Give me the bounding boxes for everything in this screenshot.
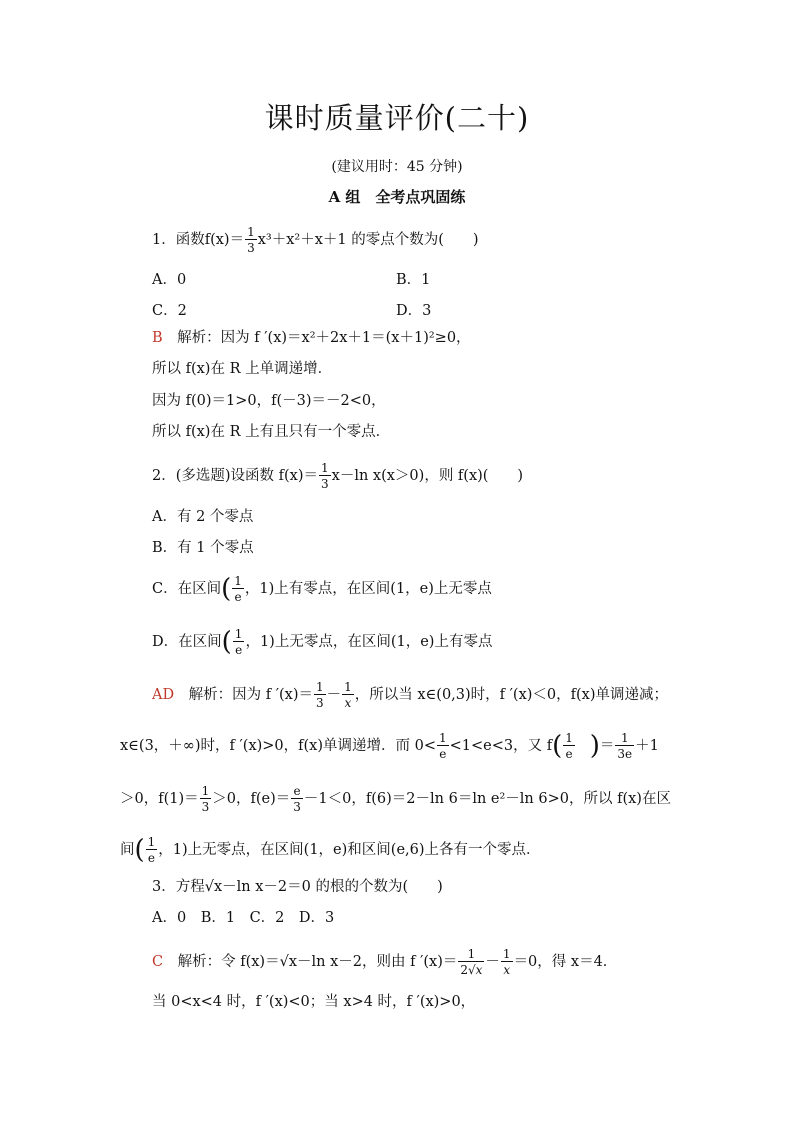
- q2-option-d: D．在区间( $\frac{1}{e}$ ，1)上无零点，在区间(1，e)上有零点: [152, 627, 493, 657]
- fraction: $\frac{1}{e}$: [147, 835, 156, 865]
- q2-option-a: A．有 2 个零点: [152, 509, 254, 525]
- fraction: $\frac{1}{e}$: [234, 627, 243, 657]
- q1-solution-1: B 解析：因为 f ′(x)＝x²＋2x＋1＝(x＋1)²≥0，: [152, 330, 471, 346]
- fraction: $\frac{1}{3}$: [315, 680, 324, 710]
- q2-solution-2: x∈(3，＋∞)时，f ′(x)>0，f(x)单调递增．而 0< $\frac{1}{e}$ <1<e<3，又 f( $\frac{1}{e}$ )＝ $\frac{1}{3e}$ ＋1: [120, 731, 659, 761]
- q2-stem: 2．(多选题)设函数 f(x)＝ $\frac{1}{3}$ x－ln x(x＞0)，则 f(x)( ): [152, 461, 524, 491]
- q1-solution-2: 所以 f(x)在 R 上单调递增．: [152, 361, 333, 377]
- q1-option-d: D．3: [396, 303, 432, 319]
- q1-solution-4: 所以 f(x)在 R 上有且只有一个零点．: [152, 424, 391, 440]
- q2-option-b: B．有 1 个零点: [152, 540, 254, 556]
- page-title: 课时质量评价(二十): [264, 101, 530, 135]
- q1-solution-3: 因为 f(0)＝1>0，f(－3)＝－2<0，: [152, 393, 386, 409]
- q2-answer: AD: [152, 687, 175, 703]
- q2-solution-1: AD 解析：因为 f ′(x)＝ $\frac{1}{3}$ － $\frac{1}{x}$ ，所以当 x∈(0,3)时，f ′(x)＜0，f(x)单调递减；: [152, 680, 669, 710]
- fraction: $\frac{1}{2√x}$: [460, 947, 483, 977]
- q3-options: A．0 B．1 C．2 D．3: [152, 910, 335, 926]
- q2-solution-4: 间( $\frac{1}{e}$ ，1)上无零点，在区间(1，e)和区间(e,6)上各有一个零点．: [120, 835, 541, 865]
- q1-stem: 1．函数f(x)＝ $\frac{1}{3}$ x³＋x²＋x＋1 的零点个数为( ): [152, 225, 479, 255]
- fraction: $\frac{1}{e}$: [565, 731, 573, 761]
- fraction: $\frac{1}{3}$: [321, 461, 329, 491]
- fraction: $\frac{1}{x}$: [502, 947, 511, 977]
- q1-option-c: C．2: [152, 303, 187, 319]
- fraction: $\frac{1}{3}$: [201, 784, 210, 814]
- q1-option-b: B．1: [396, 272, 431, 288]
- fraction: $\frac{1}{x}$: [344, 680, 352, 710]
- fraction: $\frac{e}{3}$: [293, 784, 301, 814]
- q2-solution-3: ＞0，f(1)＝ $\frac{1}{3}$ ＞0，f(e)＝ $\frac{e}{3}$ －1＜0，f(6)＝2－ln 6＝ln e²－ln 6>0，所以 f(x)在区: [120, 784, 671, 814]
- q1-option-a: A．0: [152, 272, 187, 288]
- suggested-time: (建议用时：45 分钟): [331, 159, 463, 175]
- fraction: $\frac{1}{e}$: [439, 731, 447, 761]
- q3-stem: 3．方程√x－ln x－2＝0 的根的个数为( ): [152, 879, 443, 895]
- q3-solution-1: C 解析：令 f(x)＝√x－ln x－2，则由 f ′(x)＝ $\frac{1}{2√x}$ － $\frac{1}{x}$ ＝0，得 x＝4．: [152, 947, 618, 977]
- fraction: $\frac{1}{3e}$: [617, 731, 633, 761]
- group-heading: A 组 全考点巩固练: [328, 188, 466, 206]
- q3-answer: C: [152, 954, 164, 970]
- fraction: $\frac{1}{e}$: [234, 574, 242, 604]
- q1-answer: B: [152, 330, 163, 346]
- q3-solution-2: 当 0<x<4 时，f ′(x)<0；当 x>4 时，f ′(x)>0，: [152, 994, 476, 1010]
- fraction: $\frac{1}{3}$: [247, 225, 255, 255]
- q2-option-c: C．在区间( $\frac{1}{e}$ ，1)上有零点，在区间(1，e)上无零点: [152, 574, 492, 604]
